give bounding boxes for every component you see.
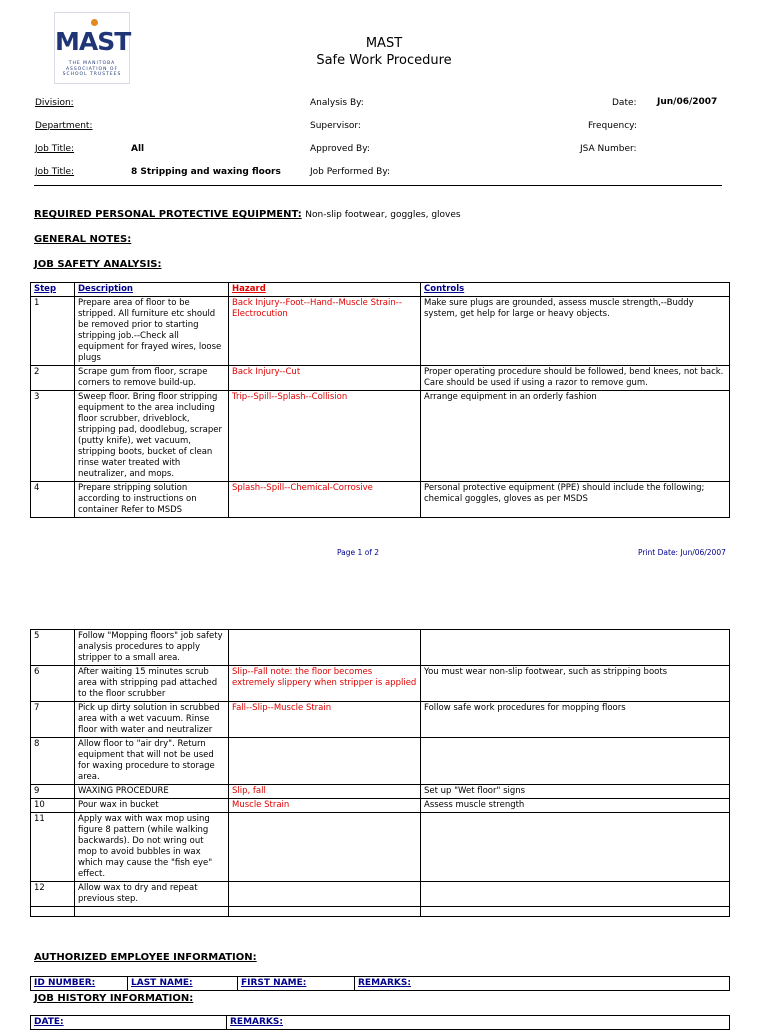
table-row [31, 813, 730, 882]
controls-cell: Proper operating procedure should be followed, bend knees, not back. Care should be used if using a razor to remove gum. [421, 366, 730, 391]
id-number-header: ID NUMBER: [31, 977, 128, 991]
hazard-cell: Slip, fall [229, 785, 421, 799]
controls-cell [421, 630, 730, 666]
hazard-cell: Slip--Fall note: the floor becomes extremely slippery when stripper is applied [229, 666, 421, 702]
description-header: Description [75, 283, 229, 297]
date-label: Date: [612, 98, 637, 108]
controls-cell: Follow safe work procedures for mopping floors [421, 702, 730, 738]
hazard-cell: Splash--Spill--Chemical-Corrosive [229, 482, 421, 518]
authorized-header-row [31, 977, 730, 991]
authorized-table [30, 976, 730, 991]
hazard-cell: Back Injury--Foot--Hand--Muscle Strain--Electrocution [229, 297, 421, 366]
controls-cell [421, 738, 730, 785]
org-title: MAST [365, 36, 403, 51]
print-date: Print Date: Jun/06/2007 [638, 548, 726, 557]
description-cell: After waiting 15 minutes scrub area with stripping pad attached to the floor scrubber [75, 666, 229, 702]
description-cell: Apply wax with wax mop using figure 8 pattern (while walking backwards). Do not wring out mop to avoid bubbles in wax which may cause the "fish eye" effect. [75, 813, 229, 882]
job-title2-label: Job Title: [35, 167, 75, 177]
empty-cell [421, 907, 730, 917]
controls-cell: Make sure plugs are grounded, assess muscle strength,--Buddy system, get help for large or heavy objects. [421, 297, 730, 366]
job-title2-value: 8 Stripping and waxing floors [131, 167, 281, 177]
approved-by-label: Approved By: [310, 144, 370, 154]
step-cell: 8 [31, 738, 75, 785]
controls-header: Controls [421, 283, 730, 297]
controls-cell: Assess muscle strength [421, 799, 730, 813]
hazard-cell: Fall--Slip--Muscle Strain [229, 702, 421, 738]
table-row [31, 738, 730, 785]
empty-cell [75, 907, 229, 917]
logo-wordmark: MAST [55, 27, 131, 56]
authorized-heading: AUTHORIZED EMPLOYEE INFORMATION: [34, 952, 257, 963]
job-history-header-row [31, 1016, 730, 1030]
table-row [31, 630, 730, 666]
jsa-table-page2 [30, 629, 730, 917]
hazard-cell: Muscle Strain [229, 799, 421, 813]
empty-cell [31, 907, 75, 917]
description-cell: Pick up dirty solution in scrubbed area with a wet vacuum. Rinse floor with water and neutralizer [75, 702, 229, 738]
document-title: Safe Work Procedure [316, 53, 452, 68]
controls-cell [421, 813, 730, 882]
division-label: Division: [35, 98, 74, 108]
logo-tagline: THE MANITOBA ASSOCIATION OF SCHOOL TRUSTEES [62, 61, 122, 77]
table-row [31, 785, 730, 799]
table-row [31, 702, 730, 738]
jsa-number-label: JSA Number: [580, 144, 637, 154]
step-cell: 4 [31, 482, 75, 518]
step-cell: 12 [31, 882, 75, 907]
jsa-table-page1 [30, 282, 730, 518]
page-number: Page 1 of 2 [337, 548, 380, 557]
description-cell: Scrape gum from floor, scrape corners to remove build-up. [75, 366, 229, 391]
table-row [31, 297, 730, 366]
description-cell: Sweep floor. Bring floor stripping equipment to the area including floor scrubber, driveblock, stripping pad, doodlebug, scraper (putty knife), wet vacuum, stripping boots, bucket of clean rinse water treated with neutralizer, and mops. [75, 391, 229, 482]
jsa-heading: JOB SAFETY ANALYSIS: [34, 259, 162, 270]
department-label: Department: [35, 121, 93, 131]
general-notes-heading: GENERAL NOTES: [34, 234, 132, 245]
header-divider [34, 185, 722, 186]
frequency-label: Frequency: [588, 121, 637, 131]
step-cell: 6 [31, 666, 75, 702]
description-cell: Follow "Mopping floors" job safety analysis procedures to apply stripper to a small area. [75, 630, 229, 666]
description-cell: WAXING PROCEDURE [75, 785, 229, 799]
supervisor-label: Supervisor: [310, 121, 361, 131]
step-cell: 3 [31, 391, 75, 482]
table-header-row [31, 283, 730, 297]
ppe-label: REQUIRED PERSONAL PROTECTIVE EQUIPMENT: [34, 209, 302, 220]
hazard-header: Hazard [229, 283, 421, 297]
hazard-cell [229, 813, 421, 882]
table-row [31, 482, 730, 518]
description-cell: Allow wax to dry and repeat previous step. [75, 882, 229, 907]
table-row [31, 366, 730, 391]
description-cell: Prepare stripping solution according to instructions on container Refer to MSDS [75, 482, 229, 518]
ppe-section [34, 209, 461, 220]
last-name-header: LAST NAME: [128, 977, 238, 991]
job-history-heading: JOB HISTORY INFORMATION: [34, 993, 194, 1004]
step-header: Step [31, 283, 75, 297]
empty-cell [229, 907, 421, 917]
job-performed-by-label: Job Performed By: [310, 167, 391, 177]
description-cell: Pour wax in bucket [75, 799, 229, 813]
table-row [31, 882, 730, 907]
step-cell: 2 [31, 366, 75, 391]
hazard-cell [229, 882, 421, 907]
hazard-cell [229, 630, 421, 666]
logo-dot-icon [91, 19, 98, 26]
step-cell: 5 [31, 630, 75, 666]
ppe-value: Non-slip footwear, goggles, gloves [305, 210, 461, 220]
remarks-header: REMARKS: [355, 977, 730, 991]
hazard-cell [229, 738, 421, 785]
step-cell: 9 [31, 785, 75, 799]
date-header: DATE: [31, 1016, 227, 1030]
controls-cell: You must wear non-slip footwear, such as stripping boots [421, 666, 730, 702]
hazard-cell: Back Injury--Cut [229, 366, 421, 391]
controls-cell: Personal protective equipment (PPE) should include the following; chemical goggles, gloves as per MSDS [421, 482, 730, 518]
first-name-header: FIRST NAME: [238, 977, 355, 991]
table-row [31, 666, 730, 702]
controls-cell [421, 882, 730, 907]
hazard-cell: Trip--Spill--Splash--Collision [229, 391, 421, 482]
description-cell: Allow floor to "air dry". Return equipment that will not be used for waxing procedure to storage area. [75, 738, 229, 785]
table-row [31, 799, 730, 813]
table-row-empty [31, 907, 730, 917]
date-value: Jun/06/2007 [657, 97, 718, 107]
step-cell: 7 [31, 702, 75, 738]
description-cell: Prepare area of floor to be stripped. All furniture etc should be removed prior to starting stripping job.--Check all equipment for frayed wires, loose plugs [75, 297, 229, 366]
step-cell: 10 [31, 799, 75, 813]
controls-cell: Set up "Wet floor" signs [421, 785, 730, 799]
table-row [31, 391, 730, 482]
step-cell: 11 [31, 813, 75, 882]
controls-cell: Arrange equipment in an orderly fashion [421, 391, 730, 482]
analysis-by-label: Analysis By: [310, 98, 364, 108]
job-history-table [30, 1015, 730, 1030]
history-remarks-header: REMARKS: [227, 1016, 730, 1030]
job-title-value: All [131, 144, 145, 154]
job-title-label: Job Title: [35, 144, 75, 154]
step-cell: 1 [31, 297, 75, 366]
